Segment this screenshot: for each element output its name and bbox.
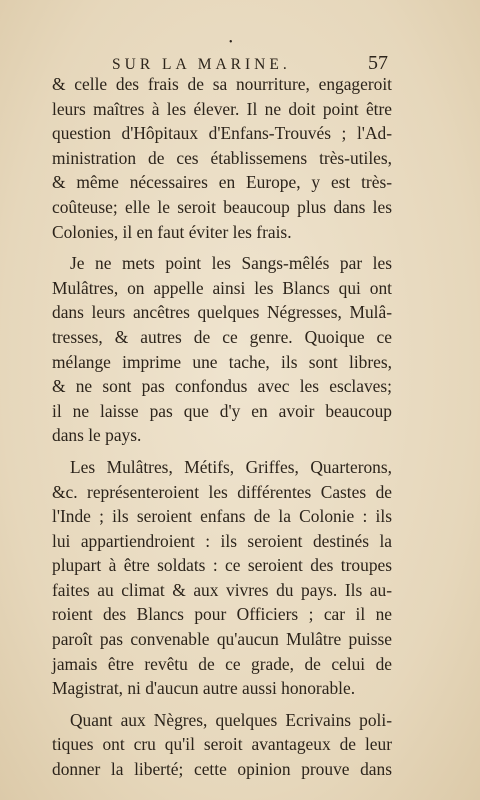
text-line: & celle des frais de sa nourriture, engageroit	[52, 74, 392, 94]
text-line: plupart à être soldats : ce seroient des troupes	[52, 555, 392, 576]
text-line: l'Inde ; ils seroient enfans de la Colonie : ils	[52, 506, 392, 527]
text-line: & ne sont pas confondus avec les esclaves;	[52, 376, 392, 397]
text-line: question d'Hôpitaux d'Enfans-Trouvés ; l'Ad-	[52, 123, 392, 144]
text-line: dans leurs ancêtres quelques Négresses, Mulâ-	[52, 302, 392, 323]
paragraph-2	[52, 251, 392, 448]
text-line: tiques ont cru qu'il seroit avantageux de leur	[52, 734, 392, 755]
paragraph-4	[52, 708, 392, 782]
text-line: coûteuse; elle le seroit beaucoup plus dans les	[52, 196, 392, 217]
text-line: tresses, & autres de ce genre. Quoique ce	[52, 326, 392, 347]
text-line: faites au climat & aux vivres du pays. Ils au-	[52, 579, 392, 600]
paragraph-1	[52, 72, 392, 244]
text-line: donner la liberté; cette opinion prouve dans	[52, 759, 392, 780]
text-line: & même nécessaires en Europe, y est très-	[52, 172, 392, 193]
text-line: Mulâtres, on appelle ainsi les Blancs qui ont	[52, 277, 392, 298]
text-line: mélange imprime une tache, ils sont libres,	[52, 351, 392, 372]
running-title: SUR LA MARINE.	[112, 56, 291, 73]
text-line: lui appartiendroient : ils seroient destinés la	[52, 530, 392, 551]
text-line: Magistrat, ni d'aucun autre aussi honorable.	[52, 678, 356, 699]
text-line: jamais être revêtu de ce grade, de celui de	[52, 653, 392, 674]
text-line: roient des Blancs pour Officiers ; car il ne	[52, 604, 392, 625]
text-line: Les Mulâtres, Métifs, Griffes, Quarterons,	[70, 456, 392, 477]
body-text	[52, 72, 392, 782]
text-line: Quant aux Nègres, quelques Ecrivains poli-	[70, 709, 392, 730]
ink-speck: •	[229, 37, 233, 48]
text-line: ministration de ces établissemens très-utiles,	[52, 147, 392, 168]
paragraph-3	[52, 455, 392, 701]
text-line: il ne laisse pas que d'y en avoir beaucoup	[52, 400, 392, 421]
text-line: paroît pas convenable qu'aucun Mulâtre puisse	[52, 629, 392, 650]
text-line: Colonies, il en faut éviter les frais.	[52, 221, 292, 242]
text-line: &c. représenteroient les différentes Castes de	[52, 481, 392, 502]
text-line: Je ne mets point les Sangs-mêlés par les	[70, 253, 392, 274]
text-line: leurs maîtres à les élever. Il ne doit point être	[52, 98, 392, 119]
page-number: 57	[368, 52, 388, 74]
text-line: dans le pays.	[52, 425, 142, 446]
